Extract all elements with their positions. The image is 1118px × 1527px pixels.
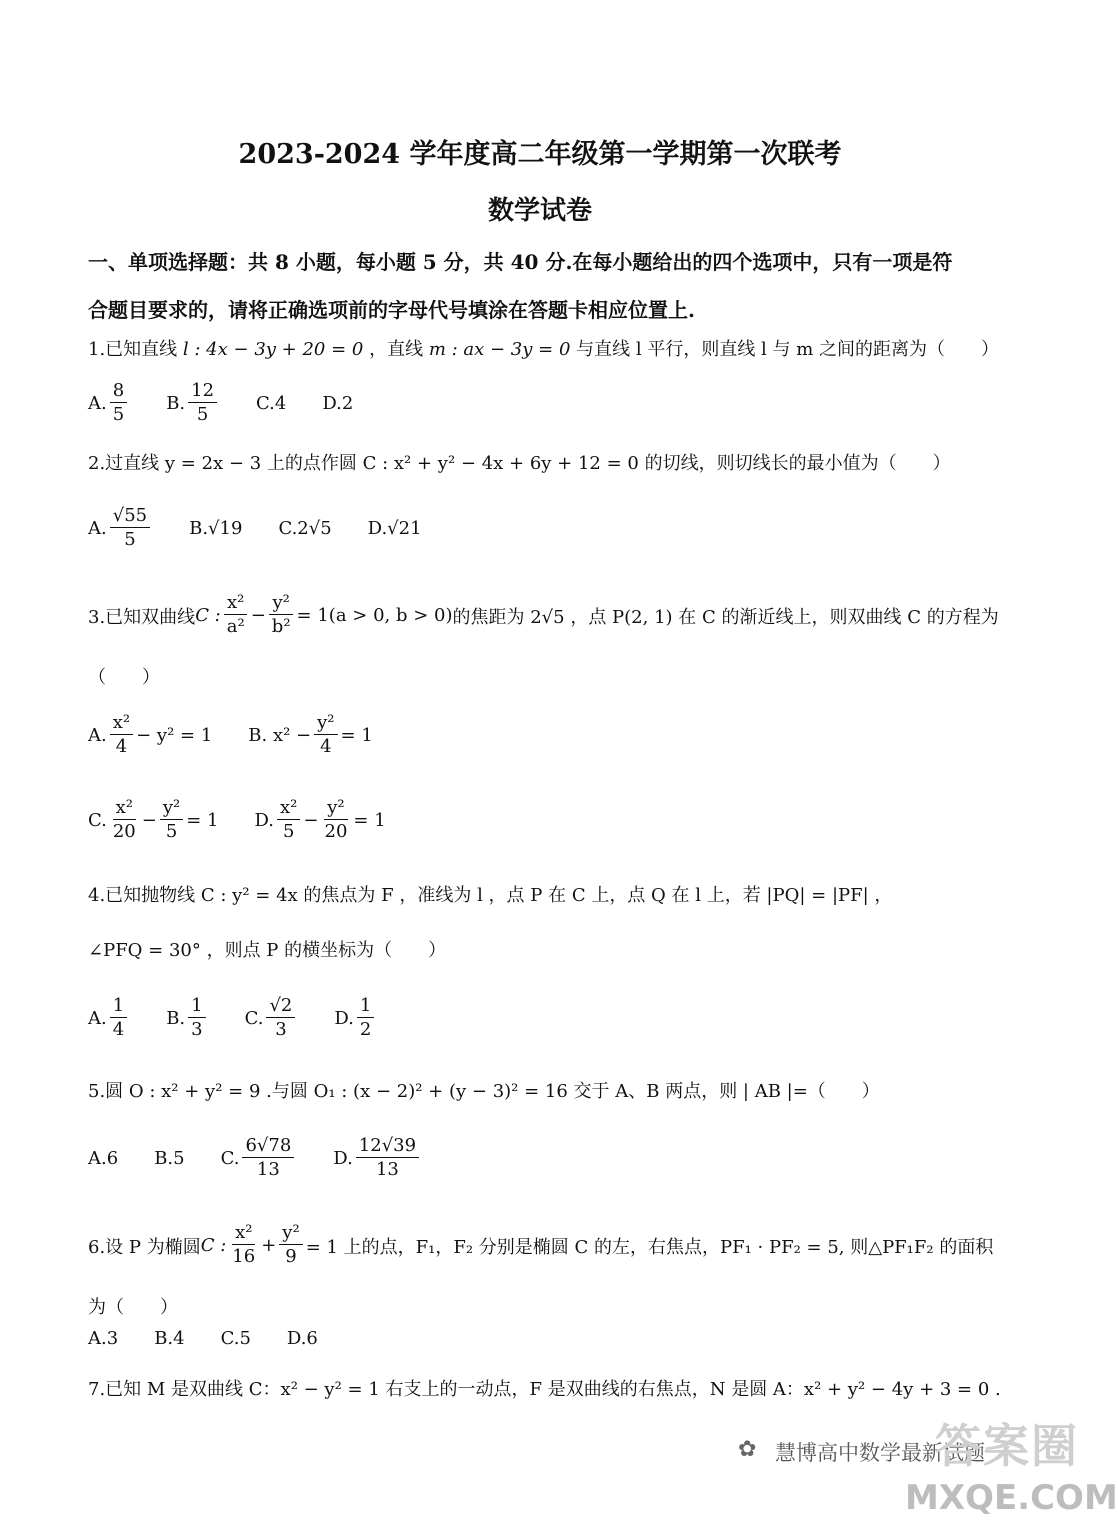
fraction [188,380,217,427]
option-label: A. [88,393,107,414]
q4-option-c[interactable] [245,995,299,1042]
numerator: x² [113,797,136,820]
denominator: 3 [275,1019,287,1040]
q6-options [88,1328,354,1349]
q2-options [88,505,458,552]
q1-eq1: l : 4x − 3y + 20 = 0 [182,339,364,360]
denominator: 4 [115,736,128,757]
q4-option-d[interactable] [334,995,377,1042]
fraction [357,995,374,1042]
numerator: 8 [110,380,127,403]
denominator: 4 [112,1019,125,1040]
q1-tail: 与直线 l 平行，则直线 l 与 m 之间的距离为（ ） [576,339,1000,360]
denominator: 5 [124,529,136,550]
option-label: C. [244,1008,264,1029]
q1-options [88,380,389,427]
wechat-icon: ✿ [738,1437,757,1462]
q3-option-a[interactable] [88,712,212,759]
numerator: x² [232,1222,255,1245]
q2-option-c[interactable]: C.2√5 [278,518,332,539]
q1-eq2: m : ax − 3y = 0 [428,339,571,360]
q5-option-b[interactable]: B.5 [154,1148,185,1169]
q1-option-d[interactable]: D.2 [322,393,354,414]
option-label: A. [88,725,107,746]
fraction [277,797,300,844]
question-7: 7.已知 M 是双曲线 C：x² − y² = 1 右支上的一动点，F 是双曲线的右焦点，N 是圆 A：x² + y² − 4y + 3 = 0 . [88,1379,1001,1400]
fraction [242,1135,294,1182]
option-rest: − y² = 1 [136,725,213,746]
fraction [110,380,127,427]
q6-option-a[interactable]: A.3 [88,1328,119,1349]
option-label: D. [333,1148,353,1169]
watermark-url: MXQE.COM [905,1478,1118,1518]
q5-option-c[interactable] [221,1135,298,1182]
fraction [269,592,294,639]
option-label: B. [166,393,186,414]
denominator: 5 [196,404,209,425]
q6-prefix: 6.设 P 为椭圆 [88,1236,201,1258]
q6-c: C : [200,1235,227,1256]
q1-option-a[interactable] [88,380,130,427]
numerator: 6√78 [242,1135,294,1158]
q3-option-c[interactable] [88,797,219,844]
q5-options [88,1135,458,1182]
numerator: 12√39 [356,1135,419,1158]
fraction [279,1222,302,1269]
denominator: 16 [232,1246,256,1267]
q3-minus: − [250,605,266,626]
q4-option-a[interactable] [88,995,130,1042]
denominator: 13 [256,1159,280,1180]
numerator: x² [110,712,133,735]
denominator: a² [226,616,245,637]
q2-option-b[interactable]: B.√19 [189,518,243,539]
question-6-line-2: 为（ ） [88,1297,178,1318]
q4-options [88,995,413,1042]
section-line-1: 一、单项选择题：共 8 小题，每小题 5 分，共 40 分.在每小题给出的四个选项中，只有一项是符 [88,250,953,274]
exam-title: 2023-2024 学年度高二年级第一学期第一次联考 [238,139,842,170]
q3-paren: （ ） [88,667,160,688]
q3-option-b[interactable] [248,712,373,759]
option-operator: − [141,810,157,831]
q1-option-c[interactable]: C.4 [256,393,287,414]
numerator: 1 [357,995,374,1018]
question-6 [88,1222,993,1269]
fraction [322,797,351,844]
q6-option-d[interactable]: D.6 [286,1328,318,1349]
fraction [110,712,133,759]
watermark-brand: 答案圈 [935,1419,1079,1473]
denominator: 5 [165,821,178,842]
q3-options-cd [88,797,422,844]
q1-option-b[interactable] [166,380,220,427]
denominator: 4 [320,736,332,757]
numerator: y² [269,592,292,615]
numerator: 1 [110,995,127,1018]
q6-option-c[interactable]: C.5 [220,1328,251,1349]
fraction [229,1222,258,1269]
section-instructions [88,238,1008,334]
option-label: A. [88,518,107,539]
question-2: 2.过直线 y = 2x − 3 上的点作圆 C : x² + y² − 4x + 6y + 12 = 0 的切线，则切线长的最小值为（ ） [88,453,951,474]
numerator: √55 [110,505,150,528]
numerator: y² [279,1222,302,1245]
numerator: y² [324,797,347,820]
fraction [314,712,337,759]
watermark-source: 慧博高中数学最新试题 [775,1441,985,1465]
option-operator: − [303,810,319,831]
fraction [356,1135,419,1182]
q5-option-a[interactable]: A.6 [88,1148,119,1169]
q4-option-b[interactable] [166,995,208,1042]
option-rest: = 1 [353,810,386,831]
q1-mid: ，直线 [369,339,424,360]
fraction [224,592,248,639]
option-label: B. [166,1008,186,1029]
denominator: 5 [112,404,125,425]
fraction [110,995,127,1042]
q6-option-b[interactable]: B.4 [154,1328,185,1349]
q2-option-a[interactable] [88,505,153,552]
option-label: C. [88,810,107,831]
fraction [266,995,295,1042]
q3-c: C : [195,605,221,626]
fraction [160,797,183,844]
denominator: 13 [375,1159,399,1180]
numerator: 12 [188,380,217,403]
q3-condition: = 1(a > 0, b > 0) [296,605,453,626]
numerator: y² [314,712,337,735]
option-rest: = 1 [340,725,373,746]
numerator: y² [160,797,183,820]
numerator: 1 [188,995,205,1018]
q6-tail: = 1 上的点，F₁，F₂ 分别是椭圆 C 的左，右焦点，PF₁ · PF₂ = 5, 则△PF₁F₂ 的面积 [305,1236,994,1258]
numerator: √2 [266,995,295,1018]
option-label: C. [220,1148,240,1169]
denominator: 20 [324,821,348,842]
q5-option-d[interactable] [333,1135,422,1182]
section-line-2: 合题目要求的，请将正确选项前的字母代号填涂在答题卡相应位置上. [88,298,695,322]
fraction [110,505,150,552]
q6-plus: + [261,1235,277,1256]
question-1 [88,336,1018,364]
q3-prefix: 3.已知双曲线 [88,606,196,628]
option-label: A. [88,1008,107,1029]
exam-subtitle: 数学试卷 [487,196,592,226]
option-label: B. x² − [248,725,312,746]
denominator: 2 [359,1019,372,1040]
q2-option-d[interactable]: D.√21 [367,518,422,539]
denominator: b² [271,616,291,637]
question-3 [88,592,999,639]
denominator: 3 [191,1019,203,1040]
option-rest: = 1 [186,810,219,831]
question-4-line-1: 4.已知抛物线 C : y² = 4x 的焦点为 F ，准线为 l ，点 P 在 C 上，点 Q 在 l 上，若 |PQ| = |PF| ， [88,885,893,906]
question-4-line-2: ∠PFQ = 30° ，则点 P 的横坐标为（ ） [88,940,447,961]
numerator: x² [277,797,300,820]
q3-options-ab [88,712,409,759]
numerator: x² [224,592,247,615]
fraction [188,995,205,1042]
q3-option-d[interactable] [255,797,386,844]
q3-tail: 的焦距为 2√5 ，点 P(2, 1) 在 C 的渐近线上，则双曲线 C 的方程为 [452,606,999,628]
fraction [110,797,139,844]
question-5: 5.圆 O : x² + y² = 9 .与圆 O₁ : (x − 2)² + (y − 3)² = 16 交于 A、B 两点，则 | AB |=（ ） [88,1081,880,1102]
denominator: 20 [112,821,136,842]
option-label: D. [334,1008,354,1029]
q1-prefix: 1.已知直线 [88,339,178,360]
option-label: D. [254,810,275,831]
denominator: 5 [282,821,295,842]
denominator: 9 [285,1246,297,1267]
